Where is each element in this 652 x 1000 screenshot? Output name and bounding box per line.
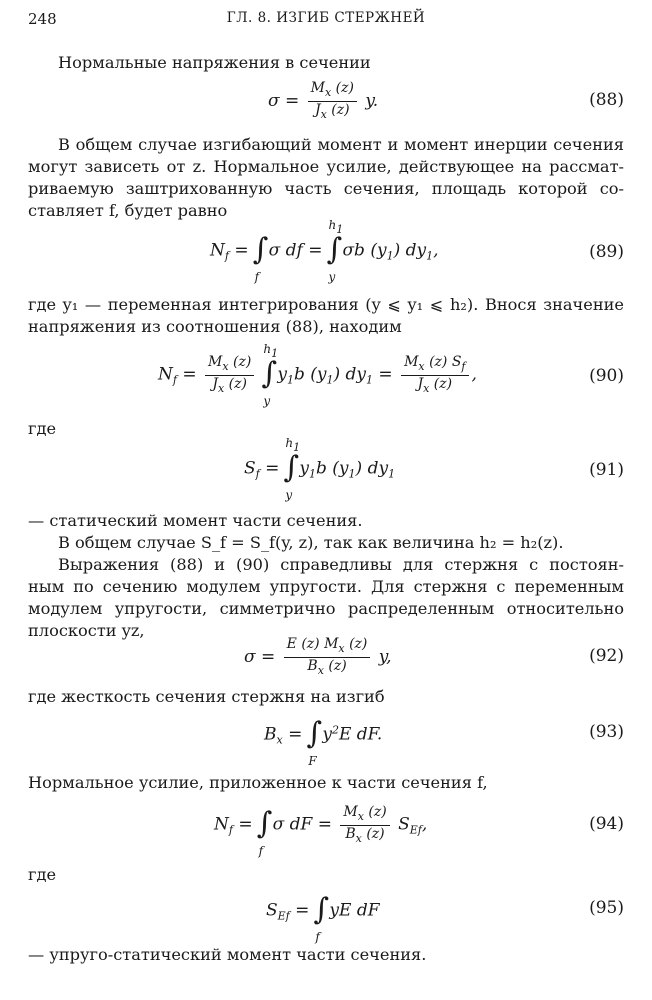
text-line: — статический момент части сечения. (28, 511, 363, 530)
equation-number: (95) (589, 898, 624, 918)
paragraph-where-1 (28, 418, 624, 440)
text-line: модулем упругости, симметрично распределенным относительно (28, 599, 624, 618)
text-line: риваемую заштрихованную часть сечения, площадь которой со- (28, 179, 624, 198)
text-line: где (28, 865, 57, 884)
equation-number: (91) (589, 460, 624, 480)
equation-number: (89) (589, 242, 624, 262)
equation-92: σ = $\frac{E (z) M_x (z)}{B_x (z)}$ y, (92) (244, 636, 624, 677)
chapter-title: ГЛ. 8. ИЗГИБ СТЕРЖНЕЙ (226, 10, 426, 26)
equation-number: (93) (589, 722, 624, 742)
equation-91: $S_f$ = $h_1$ ∫ y $y_1b$ $(y_1)$ $dy_1$ (91) (244, 436, 624, 502)
paragraph-integration-variable (28, 294, 624, 338)
text-line: В общем случае изгибающий момент и момент инерции сечения (58, 135, 624, 154)
equation-88: σ = $\frac{M_x (z)}{J_x (z)}$ y. (88) (268, 80, 624, 121)
paragraph-bending-moment (28, 134, 624, 222)
equation-number: (92) (589, 646, 624, 666)
text-line: Нормальное усилие, приложенное к части сечения f, (28, 773, 488, 792)
equation-number: (88) (589, 90, 624, 110)
text-line: плоскости yz, (28, 621, 145, 640)
equation-90: $N_f$ = $\frac{M_x (z)}{J_x (z)}$ $h_1$ ∫ y $y_1b$ $(y_1) dy_1$ = $\frac{M_x (z) S_f}{J_x (z)}$ , (90) (158, 342, 624, 408)
paragraph-normal-stress (28, 52, 624, 74)
text-line: могут зависеть от z. Нормальное усилие, действующее на рассмат- (28, 157, 624, 176)
paragraph-elastic-static-moment (28, 944, 624, 966)
equation-95: $S_{Ef}$ = ∫ f yE dF (95) (266, 892, 624, 944)
text-line: где жесткость сечения стержня на изгиб (28, 687, 385, 706)
text-line: — упруго-статический момент части сечения. (28, 945, 427, 964)
text-line: Выражения (88) и (90) справедливы для стержня с постоян- (58, 555, 624, 574)
paragraph-stiffness (28, 686, 624, 708)
running-head (28, 10, 624, 32)
text-line: ставляет f, будет равно (28, 201, 228, 220)
paragraph-static-moment (28, 510, 624, 642)
equation-94: $N_f$ = ∫ f σ dF = $\frac{M_x (z)}{B_x (z)}$ $S_{Ef}$, (94) (214, 803, 624, 858)
text-line: В общем случае S_f = S_f(y, z), так как величина h₂ = h₂(z). (58, 533, 564, 552)
paragraph-normal-force (28, 772, 624, 794)
equation-number: (94) (589, 814, 624, 834)
equation-89: $N_f$ = ∫ f σ df = $h_1$ ∫ y σb $(y_1)$ $dy_1$, (89) (210, 218, 624, 284)
equation-93: $B_x$ = ∫ F $y^2E$ dF. (93) (264, 716, 624, 768)
paragraph-where-2 (28, 864, 624, 886)
equation-number: (90) (589, 366, 624, 386)
text-line: где y₁ — переменная интегрирования (y ⩽ y₁ ⩽ h₂). Внося значение (28, 295, 624, 314)
text-line: ным по сечению модулем упругости. Для стержня с переменным (28, 577, 624, 596)
page-number: 248 (28, 10, 57, 28)
text-line: напряжения из соотношения (88), находим (28, 317, 402, 336)
text-line: Нормальные напряжения в сечении (58, 53, 371, 72)
text-line: где (28, 419, 57, 438)
